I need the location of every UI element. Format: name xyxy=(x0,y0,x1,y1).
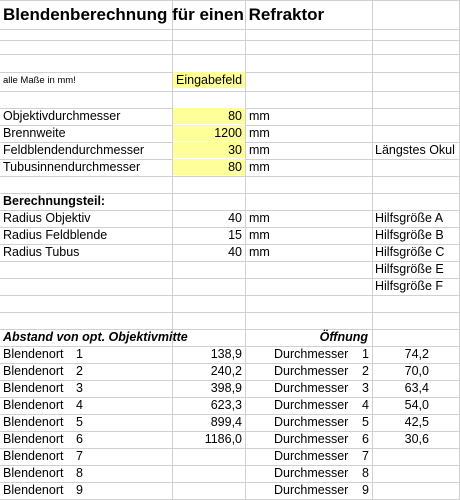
stop-distance-value: 240,2 xyxy=(210,364,242,378)
row-divider xyxy=(0,91,460,92)
unit-label: mm xyxy=(249,160,270,174)
diameter-label: Durchmesser xyxy=(274,381,349,395)
row-divider xyxy=(0,0,460,1)
diameter-number: 4 xyxy=(362,398,369,412)
diameter-value xyxy=(373,448,429,464)
input-label: Brennweite xyxy=(3,126,66,140)
row-divider xyxy=(0,54,460,55)
stop-position-number: 2 xyxy=(76,364,83,378)
row-divider xyxy=(0,29,460,30)
stop-position-number: 7 xyxy=(76,449,83,463)
diameter-label: Durchmesser xyxy=(274,449,349,463)
stop-position-number: 3 xyxy=(76,381,83,395)
distance-column-header: Abstand von opt. Objektivmitte xyxy=(3,330,188,344)
row-divider xyxy=(0,176,460,177)
focal-length-input[interactable]: 1200 xyxy=(173,125,245,141)
helper-label: Hilfsgröße B xyxy=(375,228,444,242)
diameter-value: 54,0 xyxy=(404,398,429,412)
calc-value: 40 xyxy=(228,245,242,259)
stop-position-label: Blendenort xyxy=(3,466,64,480)
calc-label: Radius Feldblende xyxy=(3,228,108,242)
stop-position-label: Blendenort xyxy=(3,483,64,497)
diameter-number: 2 xyxy=(362,364,369,378)
tube-inner-diameter-input[interactable]: 80 xyxy=(173,159,245,175)
diameter-label: Durchmesser xyxy=(274,347,349,361)
diameter-value: 74,2 xyxy=(404,347,429,361)
stop-position-number: 5 xyxy=(76,415,83,429)
stop-distance-value xyxy=(173,448,245,464)
stop-distance-value xyxy=(173,465,245,481)
row-divider xyxy=(0,312,460,313)
stop-position-label: Blendenort xyxy=(3,449,64,463)
input-label: Feldblendendurchmesser xyxy=(3,143,145,157)
input-label: Objektivdurchmesser xyxy=(3,109,121,123)
diameter-value: 30,6 xyxy=(404,432,429,446)
sheet-title: Blendenberechnung für einen Refraktor xyxy=(3,5,325,24)
column-divider xyxy=(245,0,246,500)
calc-value: 15 xyxy=(228,228,242,242)
diameter-value xyxy=(373,482,429,498)
unit-label: mm xyxy=(249,228,270,242)
stop-position-label: Blendenort xyxy=(3,381,64,395)
diameter-label: Durchmesser xyxy=(274,466,349,480)
stop-position-number: 4 xyxy=(76,398,83,412)
helper-label: Hilfsgröße C xyxy=(375,245,445,259)
input-field-label: Eingabefeld xyxy=(173,72,245,88)
calc-label: Radius Tubus xyxy=(3,245,80,259)
helper-label: Hilfsgröße E xyxy=(375,262,444,276)
row-divider xyxy=(0,295,460,296)
stop-distance-value xyxy=(173,482,245,498)
helper-label: Hilfsgröße A xyxy=(375,211,444,225)
input-label: Tubusinnendurchmesser xyxy=(3,160,141,174)
unit-label: mm xyxy=(249,109,270,123)
diameter-label: Durchmesser xyxy=(274,415,349,429)
stop-position-number: 9 xyxy=(76,483,83,497)
stop-distance-value: 1186,0 xyxy=(204,432,242,446)
diameter-label: Durchmesser xyxy=(274,432,349,446)
unit-label: mm xyxy=(249,126,270,140)
field-stop-diameter-input[interactable]: 30 xyxy=(173,142,245,158)
diameter-number: 6 xyxy=(362,432,369,446)
longest-eyepiece-label: Längstes Okul xyxy=(375,143,455,157)
diameter-label: Durchmesser xyxy=(274,364,349,378)
diameter-value xyxy=(373,465,429,481)
unit-label: mm xyxy=(249,211,270,225)
diameter-number: 7 xyxy=(362,449,369,463)
stop-position-label: Blendenort xyxy=(3,347,64,361)
diameter-number: 8 xyxy=(362,466,369,480)
aperture-column-header: Öffnung xyxy=(319,330,368,344)
diameter-label: Durchmesser xyxy=(274,398,349,412)
diameter-value: 70,0 xyxy=(404,364,429,378)
calc-section-header: Berechnungsteil: xyxy=(3,194,106,208)
objective-diameter-input[interactable]: 80 xyxy=(173,108,245,124)
diameter-number: 5 xyxy=(362,415,369,429)
stop-distance-value: 138,9 xyxy=(210,347,242,361)
helper-label: Hilfsgröße F xyxy=(375,279,444,293)
stop-distance-value: 398,9 xyxy=(210,381,242,395)
diameter-number: 1 xyxy=(362,347,369,361)
stop-position-number: 6 xyxy=(76,432,83,446)
diameter-label: Durchmesser xyxy=(274,483,349,497)
diameter-value: 63,4 xyxy=(404,381,429,395)
stop-position-label: Blendenort xyxy=(3,364,64,378)
diameter-number: 9 xyxy=(362,483,369,497)
stop-distance-value: 623,3 xyxy=(210,398,242,412)
stop-position-number: 8 xyxy=(76,466,83,480)
stop-position-label: Blendenort xyxy=(3,432,64,446)
diameter-number: 3 xyxy=(362,381,369,395)
stop-position-label: Blendenort xyxy=(3,398,64,412)
unit-label: mm xyxy=(249,245,270,259)
stop-distance-value: 899,4 xyxy=(210,415,242,429)
stop-position-number: 1 xyxy=(76,347,83,361)
calc-label: Radius Objektiv xyxy=(3,211,91,225)
units-note: alle Maße in mm! xyxy=(3,75,76,86)
stop-position-label: Blendenort xyxy=(3,415,64,429)
row-divider xyxy=(0,40,460,41)
diameter-value: 42,5 xyxy=(404,415,429,429)
unit-label: mm xyxy=(249,143,270,157)
calc-value: 40 xyxy=(228,211,242,225)
